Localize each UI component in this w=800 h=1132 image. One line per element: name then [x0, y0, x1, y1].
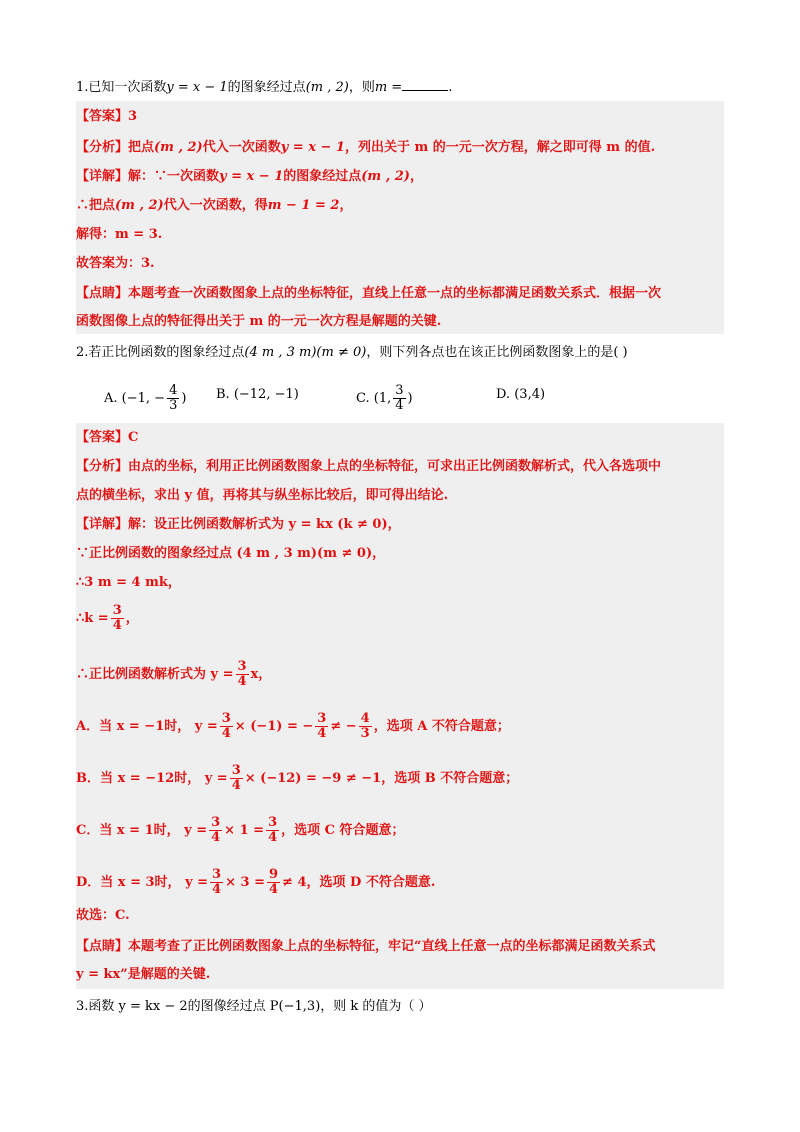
frac: [210, 868, 223, 897]
check-a-end: ，选项 A 不符合题意；: [373, 719, 510, 734]
q1-var: m =: [374, 80, 403, 95]
a1-comment-line2: 函数图像上点的特征得出关于 m 的一元一次方程是解题的关键.: [76, 314, 442, 329]
question-3: 3.函数 y = kx − 2的图像经过点 P(−1,3)，则 k 的值为（ ）: [76, 999, 432, 1014]
check-d-end: ≠ 4，选项 D 不符合题意.: [282, 875, 436, 890]
a1-analysis-a: 【分析】把点: [76, 140, 155, 155]
frac-den: 4: [112, 618, 122, 633]
a1-line4: 故答案为：3.: [76, 256, 155, 271]
frac: [209, 816, 222, 845]
check-b-text: B．当 x = −12时， y =: [76, 771, 228, 786]
option-b: B. (−12, −1): [216, 387, 299, 402]
frac: [315, 712, 328, 741]
a1-comment-line1: 【点睛】本题考查一次函数图象上点的坐标特征，直线上任意一点的坐标都满足函数关系式．根据一次: [76, 286, 662, 301]
frac-den: 4: [211, 830, 221, 845]
option-a-text: (−1, −: [121, 391, 166, 406]
a2-line2: ∵正比例函数的图象经过点 (4 m , 3 m)(m ≠ 0)，: [76, 546, 386, 561]
option-c-fraction: [393, 384, 405, 413]
frac-num: 3: [112, 603, 122, 618]
q1-text-e: ，则: [348, 80, 375, 95]
a1-line2-c: 代入一次函数，得: [163, 198, 268, 213]
q2-text-c: ，则下列各点也在该正比例函数图象上的是( ): [366, 345, 628, 360]
a1-analysis-d: y = x − 1: [280, 140, 345, 155]
a2-line5-a: ∴正比例函数解析式为 y =: [76, 667, 234, 682]
frac-den: 3: [169, 398, 178, 413]
a2-line4-fraction: [111, 604, 124, 633]
frac-num: 9: [268, 867, 279, 882]
option-a: [104, 384, 186, 413]
question-2: [76, 342, 628, 364]
frac-den: 4: [268, 830, 278, 845]
a2-detail: 【详解】解：设正比例函数解析式为 y = kx (k ≠ 0)，: [76, 517, 401, 532]
a2-line4-b: ，: [125, 611, 139, 626]
a1-line3: 解得：m = 3.: [76, 227, 163, 242]
q1-end: .: [448, 80, 453, 95]
a1-line2-e: ，: [339, 198, 353, 213]
frac-num: 4: [169, 383, 178, 398]
a1-detail-a: 【详解】解：∵一次函数: [76, 169, 220, 184]
check-b-end: × (−12) = −9 ≠ −1，选项 B 不符合题意；: [244, 771, 519, 786]
q2-text-a: 2.若正比例函数的图象经过点: [76, 345, 245, 360]
a2-choose: 故选：C.: [76, 908, 130, 923]
a2-option-c-check: [76, 816, 405, 845]
a1-analysis: [76, 137, 655, 159]
option-c-close: ): [407, 391, 413, 406]
frac-den: 4: [221, 726, 231, 741]
answer-block-2: [76, 423, 724, 989]
frac-den: 4: [237, 674, 247, 689]
a1-line2-a: ∴把点: [76, 198, 116, 213]
frac: [220, 712, 233, 741]
a2-line5-b: x，: [250, 667, 272, 682]
frac: [267, 868, 280, 897]
q1-point: (m , 2): [305, 80, 349, 95]
option-a-label: A.: [104, 391, 118, 406]
a2-analysis-line2: 点的横坐标，求出 y 值，再将其与纵坐标比较后，即可得出结论.: [76, 488, 449, 503]
a1-detail-e: ，: [409, 169, 423, 184]
frac: [359, 712, 372, 741]
check-c-text: C．当 x = 1时， y =: [76, 823, 208, 838]
a1-line2-d: m − 1 = 2: [267, 198, 340, 213]
option-c-label: C.: [356, 391, 370, 406]
check-d-text: D．当 x = 3时， y =: [76, 875, 209, 890]
option-a-close: ): [181, 391, 187, 406]
frac-num: 3: [211, 815, 221, 830]
q1-eq: y = x − 1: [166, 80, 228, 95]
frac-den: 3: [360, 726, 370, 741]
frac-den: 4: [268, 882, 279, 897]
a2-line3: ∴3 m = 4 mk，: [76, 575, 181, 590]
a1-detail-b: y = x − 1: [219, 169, 284, 184]
frac-den: 4: [231, 778, 241, 793]
frac-num: 4: [360, 711, 370, 726]
a1-analysis-c: 代入一次函数: [202, 140, 281, 155]
option-c: [356, 384, 413, 413]
q1-text-a: 1.已知一次函数: [76, 80, 167, 95]
a2-analysis-line1: 【分析】由点的坐标，利用正比例函数图象上点的坐标特征，可求出正比例函数解析式，代入各选项中: [76, 459, 662, 474]
frac-num: 3: [317, 711, 327, 726]
a2-line5: [76, 660, 271, 689]
a1-analysis-e: ，列出关于 m 的一元一次方程，解之即可得 m 的值.: [344, 140, 656, 155]
a2-line4: [76, 604, 139, 633]
frac-den: 4: [395, 398, 404, 413]
frac-den: 4: [317, 726, 327, 741]
a1-line2: [76, 195, 352, 217]
a2-line4-a: ∴k =: [76, 611, 109, 626]
frac-num: 3: [212, 867, 222, 882]
a2-option-b-check: [76, 764, 518, 793]
check-a-mid: × (−1) = −: [234, 719, 314, 734]
check-a-neq: ≠ −: [330, 719, 357, 734]
a1-answer: 【答案】3: [76, 109, 138, 124]
frac: [230, 764, 243, 793]
check-a-text: A．当 x = −1时， y =: [76, 719, 218, 734]
frac-num: 3: [237, 659, 247, 674]
a2-comment-line1: 【点睛】本题考查了正比例函数图象上点的坐标特征，牢记“直线上任意一点的坐标都满足函数关系式: [76, 939, 656, 954]
a2-option-a-check: [76, 712, 510, 741]
option-c-text: (1,: [373, 391, 392, 406]
check-d-mid: × 3 =: [225, 875, 265, 890]
a1-detail-d: (m , 2): [361, 169, 410, 184]
frac: [266, 816, 279, 845]
frac-num: 3: [395, 383, 404, 398]
frac-num: 3: [231, 763, 241, 778]
check-c-end: ，选项 C 符合题意；: [281, 823, 405, 838]
frac-num: 3: [268, 815, 278, 830]
option-d: D. (3,4): [496, 387, 546, 402]
a1-detail: [76, 166, 423, 188]
a1-line2-b: (m , 2): [115, 198, 164, 213]
option-a-fraction: [167, 384, 179, 413]
answer-blank: [402, 78, 448, 91]
a2-option-d-check: [76, 868, 435, 897]
check-c-mid: × 1 =: [224, 823, 265, 838]
q1-text-c: 的图象经过点: [227, 80, 306, 95]
a1-detail-c: 的图象经过点: [283, 169, 362, 184]
q2-point: (4 m , 3 m)(m ≠ 0): [244, 345, 367, 360]
frac-den: 4: [212, 882, 222, 897]
a1-analysis-b: (m , 2): [154, 140, 203, 155]
a2-line5-fraction: [236, 660, 249, 689]
frac-num: 3: [221, 711, 231, 726]
question-1: [76, 77, 452, 99]
a2-comment-line2: y = kx”是解题的关键.: [76, 967, 211, 982]
a2-answer: 【答案】C: [76, 430, 139, 445]
